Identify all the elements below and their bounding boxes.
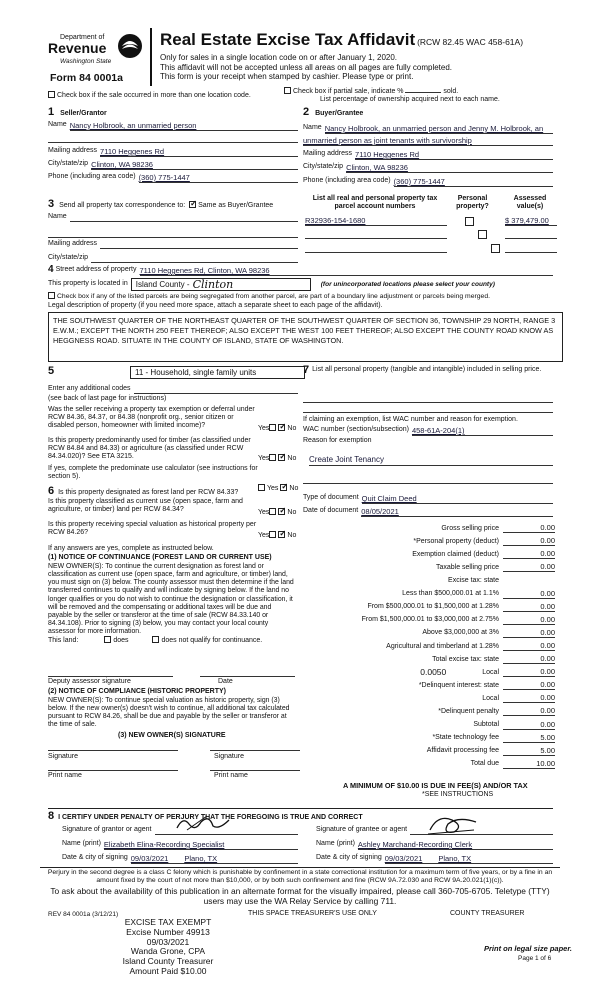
q2-yes-label: Yes [258, 455, 270, 462]
document-type-label: Type of document [303, 494, 359, 501]
local-rate: 0.0050 [420, 666, 447, 677]
wac-label: WAC number (section/subsection) [303, 426, 409, 433]
tax-line [303, 546, 555, 559]
f1-no-checkbox[interactable] [280, 484, 287, 491]
tax-line-label: *Delinquent interest: state [418, 681, 499, 689]
grantee-city-field[interactable]: Plano, TX [438, 854, 472, 863]
f3-no-label: No [287, 532, 297, 539]
correspondence-city-label: City/state/zip [48, 254, 89, 261]
tax-line [303, 520, 555, 533]
segregated-label: Check box if any of the listed parcels are being segregated from another parcel, are part of a boundary line adjustment or parcels being merged. [57, 293, 490, 300]
grantee-date-label: Date & city of signing [316, 854, 382, 861]
if-yes-note: If any answers are yes, complete as instructed below. [48, 545, 214, 552]
buyer-name-label: Name [303, 124, 322, 131]
assessed-value-field-2[interactable] [505, 230, 557, 239]
assessed-value-field-1[interactable]: $ 379,479.00 [505, 216, 557, 226]
form-number: Form 84 0001a [50, 72, 123, 84]
seller-name-field[interactable]: Nancy Holbrook, an unmarried person [70, 121, 298, 131]
tax-line-value[interactable]: 0.00 [503, 536, 555, 546]
treasurer-stamp [108, 918, 228, 977]
f2-yes-label: Yes [258, 509, 270, 516]
q1-yes-checkbox[interactable] [269, 424, 276, 431]
grantor-date-field[interactable]: 09/03/2021 [130, 854, 169, 863]
tax-line-value[interactable]: 0.00 [503, 654, 555, 664]
f2-no-label: No [287, 509, 297, 516]
grantee-date-field[interactable]: 09/03/2021 [384, 854, 423, 863]
f1-yes-checkbox[interactable] [258, 484, 265, 491]
subtitle-1: Only for sales in a single location code on or after January 1, 2020. [160, 53, 398, 62]
tax-line-value[interactable]: 0.00 [503, 641, 555, 651]
seller-heading: Seller/Grantor [60, 110, 107, 117]
multi-location-label: Check box if the sale occurred in more than one location code. [57, 92, 251, 99]
deputy-signature-field[interactable] [48, 668, 173, 677]
correspondence-city-field[interactable] [91, 254, 298, 263]
q1-no-checkbox[interactable] [278, 424, 285, 431]
form-title: Real Estate Excise Tax Affidavit [160, 30, 416, 49]
use-code-select[interactable]: 11 - Household, single family units [130, 366, 305, 379]
tax-line-value[interactable]: 5.00 [503, 733, 555, 743]
document-date-field[interactable]: 08/05/2021 [361, 507, 553, 517]
tax-line-value[interactable]: 0.00 [503, 562, 555, 572]
dept-line1: Department of [60, 34, 105, 41]
tax-line [303, 756, 555, 769]
legal-description-field[interactable]: THE SOUTHWEST QUARTER OF THE NORTHEAST QUARTER OF THE SOUTHWEST QUARTER OF SECTION 36, TOWNSHIP 29 NORTH, RANGE 3 E.W.M.; EXCEPT THE NORTH 250 FEET THEREOF; ALSO EXCEPT THE WEST 100 FEET THEREOF; ALSO EXCEPT THE COUNTY ROAD KNOW AS HEGGNESS ROAD. SITUATE IN THE COUNTY OF ISLAND, STATE OF WASHINGTON. [48, 312, 563, 362]
document-type-field[interactable]: Quit Claim Deed [362, 494, 553, 504]
partial-sale-label: Check box if partial sale, indicate % [293, 88, 404, 95]
historical-question: Is this property receiving special valuation as historical property per RCW 84.26? [48, 521, 257, 537]
tax-line-value[interactable]: 0.00 [503, 628, 555, 638]
f3-yes-checkbox[interactable] [269, 531, 276, 538]
correspondence-mailing-label: Mailing address [48, 240, 98, 247]
tax-line-label: Total excise tax: state [432, 655, 499, 663]
stamp-line: Island County Treasurer [122, 956, 214, 967]
personal-property-list-label: List all personal property (tangible and intangible) included in selling price. [312, 366, 542, 373]
tax-line-value[interactable]: 10.00 [503, 759, 555, 769]
tax-line-label: Less than $500,000.01 at 1.1% [402, 590, 499, 598]
buyer-mailing-field[interactable]: 7110 Heggenes Rd [355, 150, 553, 160]
unincorporated-note: (for unincorporated locations please select your county) [320, 280, 495, 288]
tax-line [303, 612, 555, 625]
tax-line-value[interactable]: 0.00 [503, 720, 555, 730]
print-name-label-2: Print name [214, 772, 248, 779]
grantor-name-label: Name (print) [62, 840, 101, 847]
tax-line-label: *State technology fee [432, 734, 499, 742]
continuance-text: NEW OWNER(S): To continue the current designation as forest land or classification as current use (open space, farm and agriculture, or timber) land, you must sign on (3) below. The county assessor must then determine if the land transferred continues to qualify and will indicate by signing below. If the land no longer qualifies or you do not wish to continue the designation or classification, it will be removed and the compensating or additional taxes will be due and payable by the seller or transferor at the time of sale (RCW 84.33.140 or 84.34.108). Prior to signing (3) below, you may contact your local county assessor for more information. [48, 563, 294, 636]
revision-label: REV 84 0001a (3/12/21) [48, 911, 119, 918]
exemption-question: Was the seller receiving a property tax exemption or deferral under RCW 84.36, 84.37, or 84.38 (nonprofit org., senior citizen or disabled person, homeowner with limited income)? [48, 406, 255, 430]
tax-line [303, 533, 555, 546]
correspondence-mailing-field[interactable] [100, 240, 298, 249]
tax-line-label: Local [482, 668, 499, 676]
does-not-label: does not qualify for continuance. [161, 637, 263, 644]
additional-codes-field[interactable] [134, 385, 299, 394]
tax-line-label: *Delinquent penalty [438, 708, 499, 716]
partial-sale-suffix: sold. [443, 88, 459, 95]
f3-no-checkbox[interactable] [278, 531, 285, 538]
grantee-name-field[interactable]: Ashley Marchand-Recording Clerk [358, 840, 553, 850]
tax-line-value[interactable]: 0.00 [503, 667, 555, 677]
buyer-mailing-label: Mailing address [303, 150, 353, 157]
forest-land-question: Is this property designated as forest land per RCW 84.33? [58, 489, 239, 496]
dept-name: Revenue [48, 40, 107, 56]
tax-line-value[interactable]: 0.00 [503, 523, 555, 533]
tax-line-label: Taxable selling price [435, 563, 499, 571]
new-owner-signature-heading: (3) NEW OWNER(S) SIGNATURE [118, 732, 226, 739]
see-instructions: *SEE INSTRUCTIONS [422, 791, 494, 798]
seller-phone-field[interactable]: (360) 775-1447 [139, 173, 298, 183]
owner-print-field-2[interactable] [210, 762, 300, 771]
buyer-city-label: City/state/zip [303, 163, 344, 170]
compliance-text: NEW OWNER(S): To continue special valuation as historic property, sign (3) below. If the new owner(s) doesn't wish to continue, all additional tax calculated pursuant to RCW 84.26, shall be due and payable by the seller or transferor at the time of sale. [48, 697, 290, 729]
partial-sale-percent-field[interactable] [405, 92, 441, 93]
buyer-name-field-2[interactable]: unmarried person as joint tenants with survivorship [303, 136, 553, 146]
certification-heading: I CERTIFY UNDER PENALTY OF PERJURY THAT THE FOREGOING IS TRUE AND CORRECT [58, 814, 363, 821]
street-address-label: Street address of property [55, 266, 137, 273]
seller-phone-label: Phone (including area code) [48, 173, 136, 180]
reason-field[interactable]: Create Joint Tenancy [309, 455, 553, 466]
seller-name-label: Name [48, 121, 67, 128]
timber-question: Is this property predominantly used for timber (as classified under RCW 84.84 and 84.33) or agriculture (as classified under RCW 84.34.020)? See ETA 3215. [48, 437, 251, 461]
grantor-city-field[interactable]: Plano, TX [184, 854, 218, 863]
buyer-heading: Buyer/Grantee [315, 110, 364, 117]
county-select[interactable] [131, 278, 311, 291]
form-statute: (RCW 82.45 WAC 458-61A) [417, 37, 524, 47]
street-address-field[interactable]: 7110 Heggenes Rd, Clinton, WA 98236 [140, 266, 554, 276]
continuance-heading: (1) NOTICE OF CONTINUANCE (FOREST LAND OR CURRENT USE) [48, 554, 272, 561]
does-checkbox[interactable] [104, 636, 111, 643]
deputy-label: Deputy assessor signature [48, 678, 131, 685]
tax-line-label: *Personal property (deduct) [413, 537, 499, 545]
section-4-number: 4 [48, 264, 54, 275]
owner-print-field-1[interactable] [48, 762, 178, 771]
handwritten-city: Clinton [192, 277, 234, 291]
tax-line-value[interactable]: 0.00 [503, 706, 555, 716]
stamp-line: 09/03/2021 [146, 936, 190, 947]
signature-label-1: Signature [48, 753, 78, 760]
reason-label: Reason for exemption [303, 437, 372, 444]
seller-mailing-field[interactable]: 7110 Heggenes Rd [100, 147, 298, 157]
tax-line [303, 585, 555, 598]
section-8-number: 8 [48, 810, 55, 822]
personal-property-list-field-1[interactable] [303, 394, 553, 403]
tax-line-label: Excise tax: state [448, 577, 499, 585]
f2-yes-checkbox[interactable] [269, 508, 276, 515]
tax-calculation-list [303, 520, 555, 769]
grantor-signature-label: Signature of grantor or agent [62, 826, 152, 833]
tax-line-label: Subtotal [473, 721, 499, 729]
same-as-buyer-checkbox[interactable] [189, 201, 196, 208]
treasurer-use-label: THIS SPACE TREASURER'S USE ONLY [248, 910, 377, 917]
minimum-note: A MINIMUM OF $10.00 IS DUE IN FEE(S) AND/OR TAX [343, 781, 528, 790]
grantor-signature-field[interactable] [155, 826, 298, 835]
personal-property-checkbox-1[interactable] [465, 217, 474, 226]
tax-line-label: From $500,000.01 to $1,500,000 at 1.28% [367, 603, 499, 611]
tax-line [303, 703, 555, 716]
tax-line-label: Local [482, 694, 499, 702]
correspondence-label: Send all property tax correspondence to: [59, 202, 186, 209]
signature-label-2: Signature [214, 753, 244, 760]
grantor-signature-scribble [173, 812, 233, 834]
predominate-use-note: If yes, complete the predominate use calculator (see instructions for section 5). [48, 465, 258, 481]
wac-field[interactable]: 458-61A-204(1) [412, 426, 553, 436]
buyer-city-field[interactable]: Clinton, WA 98236 [346, 163, 553, 173]
tax-line-value[interactable]: 0.00 [503, 549, 555, 559]
tax-line [303, 651, 555, 664]
tax-line-label: Affidavit processing fee [426, 747, 499, 755]
tax-line-label: Exemption claimed (deduct) [412, 550, 499, 558]
assessed-value-field-3[interactable] [505, 244, 557, 253]
tax-line-value[interactable]: 0.00 [503, 589, 555, 599]
ownership-note: List percentage of ownership acquired next to each name. [320, 96, 500, 103]
owner-signature-field-1[interactable] [48, 742, 178, 751]
does-label: does [113, 637, 129, 644]
located-in-label: This property is located in [48, 280, 128, 288]
buyer-name-field-1[interactable]: Nancy Holbrook, an unmarried person and Jenny M. Holbrook, an [325, 124, 553, 134]
q2-no-label: No [287, 455, 297, 462]
county-value: Island County - [135, 279, 190, 289]
perjury-text: Perjury in the second degree is a class C felony which is punishable by confinement in a state correctional institution for a maximum term of five years, or by a fine in an amount fixed by the court of not more than $10,000, or by both such confinement and fine (RCW 9A.72.030 and RCW 9A.20.021(1)(c)). [47, 869, 553, 884]
section-5-number: 5 [48, 365, 55, 377]
does-not-checkbox[interactable] [152, 636, 159, 643]
stamp-line: Amount Paid $10.00 [129, 965, 207, 976]
tax-line [303, 677, 555, 690]
tax-line-value[interactable]: 0.00 [503, 615, 555, 625]
assessed-value-heading: Assessed value(s) [513, 195, 547, 211]
f2-no-checkbox[interactable] [278, 508, 285, 515]
section-1-number: 1 [48, 106, 55, 118]
legal-description-label: Legal description of property (if you need more space, attach a separate sheet to each page of the affidavit). [48, 302, 383, 309]
tax-line [303, 743, 555, 756]
same-as-buyer-label: Same as Buyer/Grantee [198, 202, 274, 209]
seller-city-label: City/state/zip [48, 160, 89, 167]
stamp-line: Wanda Grone, CPA [130, 946, 206, 957]
compliance-heading: (2) NOTICE OF COMPLIANCE (HISTORIC PROPERTY) [48, 688, 226, 695]
deputy-date-field[interactable] [200, 668, 295, 677]
buyer-phone-label: Phone (including area code) [303, 177, 391, 184]
tax-line-value[interactable]: 0.00 [503, 602, 555, 612]
q1-no-label: No [287, 425, 297, 432]
grantor-name-field[interactable]: Elizabeth Elina-Recording Specialist [104, 840, 298, 850]
tax-line-value[interactable]: 5.00 [503, 746, 555, 756]
stamp-line: EXCISE TAX EXEMPT [124, 917, 212, 927]
subtitle-2: This affidavit will not be accepted unless all areas on all pages are fully completed. [160, 62, 453, 72]
tax-line [303, 638, 555, 651]
tax-line [303, 690, 555, 703]
grantee-signature-label: Signature of grantee or agent [316, 826, 408, 833]
subtitle-3: This form is your receipt when stamped by cashier. Please type or print. [160, 72, 414, 82]
document-date-label: Date of document [303, 507, 359, 514]
q2-no-checkbox[interactable] [278, 454, 285, 461]
tax-line [303, 716, 555, 729]
section-7-number: 7 [303, 364, 310, 376]
seller-city-field[interactable]: Clinton, WA 98236 [91, 160, 298, 170]
q1-yes-label: Yes [258, 425, 270, 432]
personal-property-checkbox-2[interactable] [478, 230, 487, 239]
f1-no-label: No [289, 485, 299, 492]
tax-line-value[interactable]: 0.00 [503, 680, 555, 690]
exemption-instructions: If claiming an exemption, list WAC number and reason for exemption. [303, 416, 518, 423]
owner-signature-field-2[interactable] [210, 742, 300, 751]
stamp-line: Excise Number 49913 [126, 926, 210, 937]
parcel-number-field-2[interactable] [305, 230, 447, 239]
tax-line [303, 599, 555, 612]
parcel-number-field-1[interactable]: R32936-154-1680 [305, 216, 447, 226]
washington-seal-icon [116, 32, 144, 60]
section-3-number: 3 [48, 198, 55, 210]
additional-codes-label: Enter any additional codes [48, 385, 131, 392]
perjury-statement [40, 869, 560, 885]
page-number: Page 1 of 6 [518, 955, 552, 962]
grantee-name-label: Name (print) [316, 840, 355, 847]
this-land-label: This land: [48, 637, 79, 644]
grantee-signature-scribble [424, 812, 484, 836]
personal-property-checkbox-3[interactable] [491, 244, 500, 253]
section-2-number: 2 [303, 106, 310, 118]
f3-yes-label: Yes [258, 532, 270, 539]
tax-line [303, 559, 555, 572]
dept-state: Washington State [60, 58, 112, 65]
tax-line-value[interactable]: 0.00 [503, 693, 555, 703]
print-name-label-1: Print name [48, 772, 82, 779]
personal-property-list-field-2[interactable] [303, 404, 553, 413]
tax-line-label: Agricultural and timberland at 1.28% [386, 642, 499, 650]
parcels-heading: List all real and personal property tax parcel account numbers [312, 195, 438, 211]
multi-location-checkbox[interactable] [48, 91, 55, 98]
tax-line-label: From $1,500,000.01 to $3,000,000 at 2.75% [361, 616, 499, 624]
county-treasurer-label: COUNTY TREASURER [450, 910, 525, 917]
correspondence-name-field[interactable] [70, 213, 298, 222]
correspondence-name-label: Name [48, 213, 67, 220]
current-use-question: Is this property classified as current use (open space, farm and agriculture, or timber) land per RCW 84.34? [48, 498, 243, 514]
partial-sale-checkbox[interactable] [284, 87, 291, 94]
see-back-note: (see back of last page for instructions) [48, 395, 167, 402]
segregated-checkbox[interactable] [48, 292, 55, 299]
grantor-date-label: Date & city of signing [62, 854, 128, 861]
tax-line-label: Total due [470, 760, 499, 768]
tax-line-label: Above $3,000,000 at 3% [422, 629, 499, 637]
f1-yes-label: Yes [267, 485, 279, 492]
tax-line [303, 625, 555, 638]
grantee-signature-field[interactable] [410, 826, 553, 835]
section-6-number: 6 [48, 485, 55, 497]
alternate-format-note: To ask about the availability of this publication in an alternate format for the visually impaired, please call 360-705-6705. Teletype (TTY) users may use the WA Relay Service by calling 711. [50, 886, 550, 906]
tax-line [303, 730, 555, 743]
q2-yes-checkbox[interactable] [269, 454, 276, 461]
parcel-number-field-3[interactable] [305, 244, 447, 253]
tax-line [303, 572, 555, 585]
personal-property-heading: Personal property? [456, 195, 489, 211]
legal-size-note: Print on legal size paper. [484, 944, 572, 953]
deputy-date-label: Date [218, 678, 233, 685]
tax-line-label: Gross selling price [441, 524, 499, 532]
tax-line [303, 664, 555, 677]
buyer-phone-field[interactable]: (360) 775-1447 [394, 177, 553, 187]
seller-mailing-label: Mailing address [48, 147, 98, 154]
